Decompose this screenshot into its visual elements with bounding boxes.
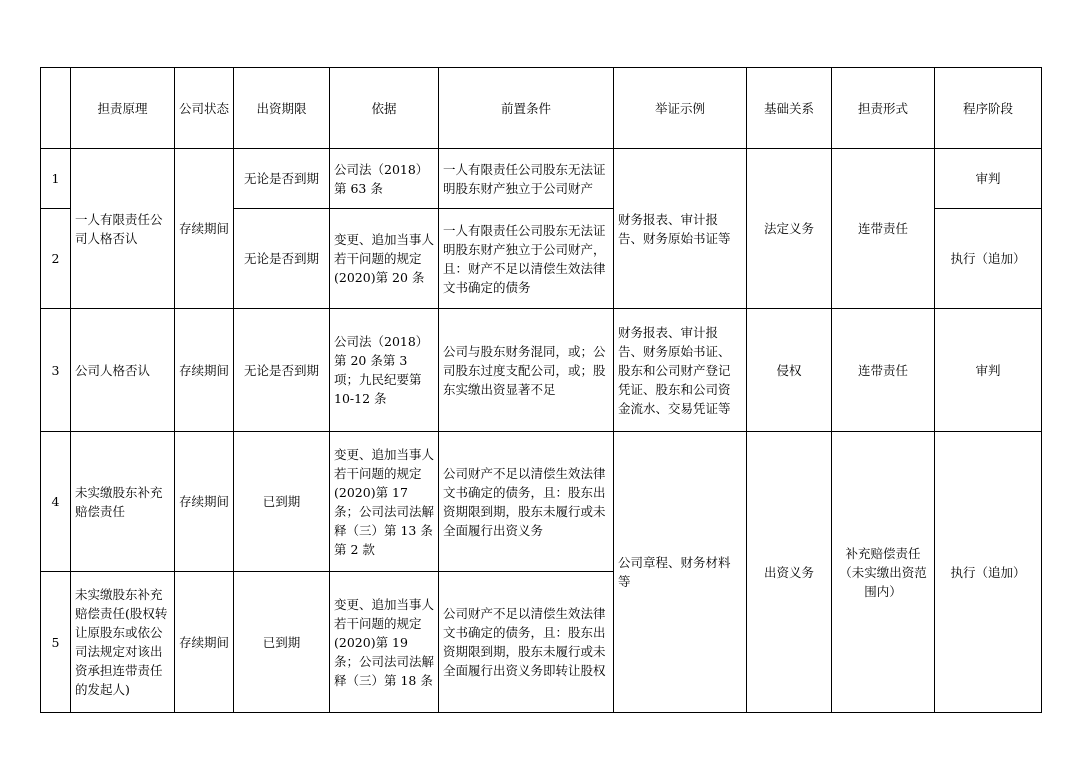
header-form: 担责形式 (832, 68, 935, 149)
cell-status: 存续期间 (175, 572, 234, 713)
cell-condition: 一人有限责任公司股东无法证明股东财产独立于公司财产 (439, 149, 614, 209)
header-principle: 担责原理 (71, 68, 175, 149)
header-basis: 依据 (330, 68, 439, 149)
table-row (41, 432, 1042, 572)
header-relation: 基础关系 (747, 68, 832, 149)
cell-principle: 未实缴股东补充赔偿责任 (71, 432, 175, 572)
cell-status: 存续期间 (175, 149, 234, 309)
cell-term: 无论是否到期 (234, 149, 330, 209)
cell-stage: 执行（追加） (935, 432, 1042, 713)
cell-status: 存续期间 (175, 309, 234, 432)
cell-term: 已到期 (234, 572, 330, 713)
cell-basis: 变更、追加当事人若干问题的规定(2020)第 17 条；公司法司法解释（三）第 13 条第 2 款 (330, 432, 439, 572)
table-row (41, 149, 1042, 209)
cell-form: 连带责任 (832, 149, 935, 309)
header-term: 出资期限 (234, 68, 330, 149)
cell-condition: 一人有限责任公司股东无法证明股东财产独立于公司财产，且：财产不足以清偿生效法律文书确定的债务 (439, 209, 614, 309)
cell-basis: 变更、追加当事人若干问题的规定(2020)第 19 条；公司法司法解释（三）第 18 条 (330, 572, 439, 713)
cell-stage: 审判 (935, 309, 1042, 432)
header-condition: 前置条件 (439, 68, 614, 149)
cell-evidence: 财务报表、审计报告、财务原始书证、股东和公司财产登记凭证、股东和公司资金流水、交易凭证等 (614, 309, 747, 432)
cell-condition: 公司与股东财务混同，或；公司股东过度支配公司，或；股东实缴出资显著不足 (439, 309, 614, 432)
row-number: 5 (41, 572, 71, 713)
row-number: 3 (41, 309, 71, 432)
cell-basis: 公司法（2018）第 20 条第 3 项；九民纪要第 10-12 条 (330, 309, 439, 432)
row-number: 1 (41, 149, 71, 209)
liability-table (40, 67, 1042, 713)
cell-term: 已到期 (234, 432, 330, 572)
cell-principle: 未实缴股东补充赔偿责任(股权转让原股东或依公司法规定对该出资承担连带责任的发起人) (71, 572, 175, 713)
header-evidence: 举证示例 (614, 68, 747, 149)
cell-principle: 一人有限责任公司人格否认 (71, 149, 175, 309)
header-status: 公司状态 (175, 68, 234, 149)
cell-basis: 变更、追加当事人若干问题的规定(2020)第 20 条 (330, 209, 439, 309)
cell-relation: 侵权 (747, 309, 832, 432)
cell-basis: 公司法（2018）第 63 条 (330, 149, 439, 209)
cell-evidence: 公司章程、财务材料等 (614, 432, 747, 713)
header-no (41, 68, 71, 149)
row-number: 2 (41, 209, 71, 309)
cell-stage: 审判 (935, 149, 1042, 209)
cell-term: 无论是否到期 (234, 309, 330, 432)
cell-relation: 法定义务 (747, 149, 832, 309)
cell-evidence: 财务报表、审计报告、财务原始书证等 (614, 149, 747, 309)
table-row (41, 309, 1042, 432)
cell-status: 存续期间 (175, 432, 234, 572)
header-stage: 程序阶段 (935, 68, 1042, 149)
cell-term: 无论是否到期 (234, 209, 330, 309)
cell-form: 连带责任 (832, 309, 935, 432)
row-number: 4 (41, 432, 71, 572)
cell-relation: 出资义务 (747, 432, 832, 713)
cell-stage: 执行（追加） (935, 209, 1042, 309)
document-page (40, 67, 1042, 713)
table-header-row (41, 68, 1042, 149)
cell-principle: 公司人格否认 (71, 309, 175, 432)
cell-condition: 公司财产不足以清偿生效法律文书确定的债务，且：股东出资期限到期，股东未履行或未全面履行出资义务 (439, 432, 614, 572)
cell-condition: 公司财产不足以清偿生效法律文书确定的债务，且：股东出资期限到期，股东未履行或未全面履行出资义务即转让股权 (439, 572, 614, 713)
cell-form: 补充赔偿责任（未实缴出资范围内） (832, 432, 935, 713)
